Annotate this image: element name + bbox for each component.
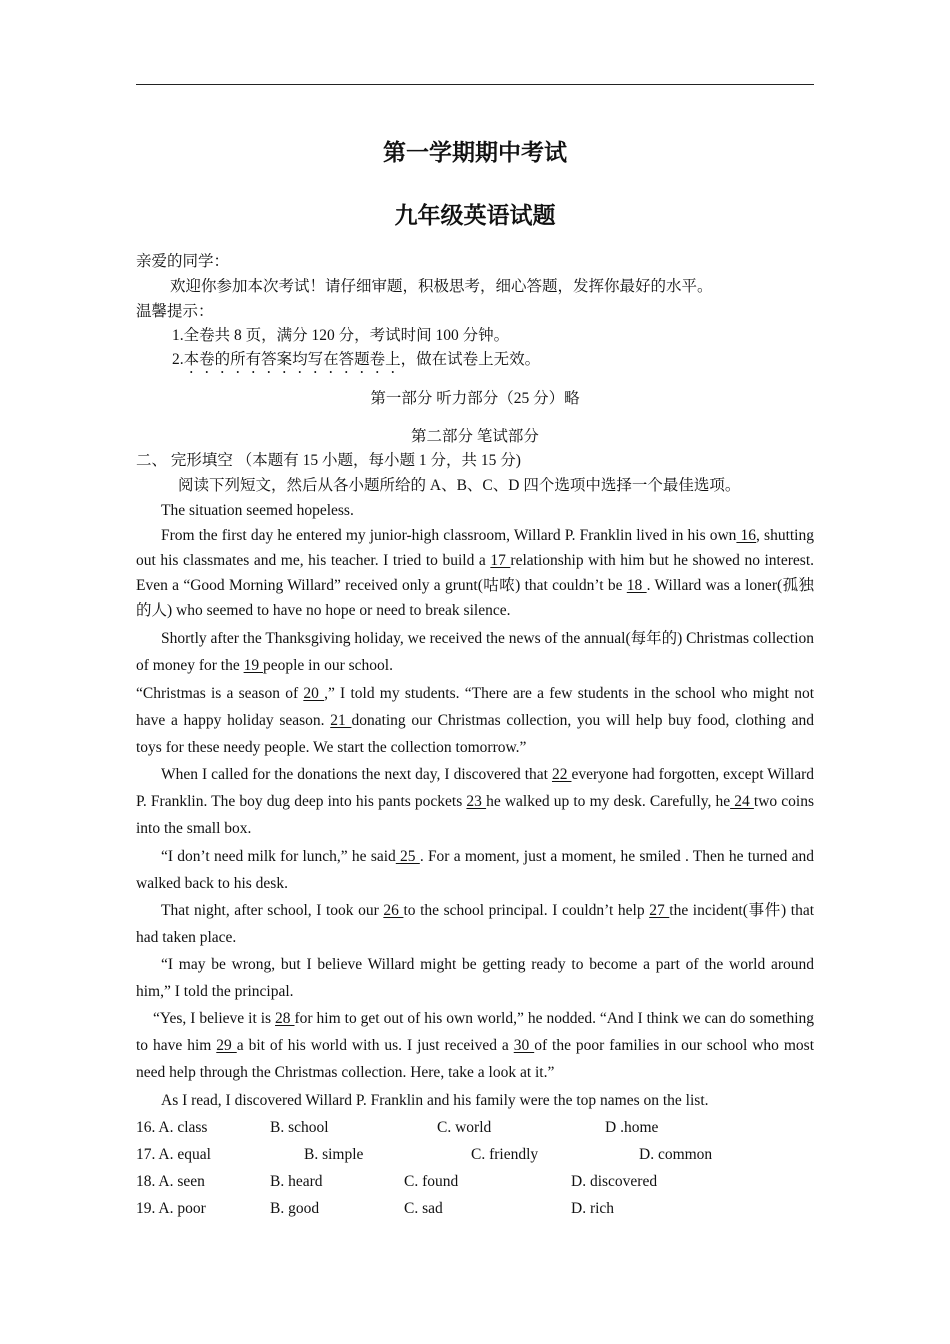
blank-25: 25 [395,848,420,865]
text: the incident(事件) that had taken place. [136,902,815,946]
blank-28: 28 [275,1010,295,1027]
tip-2 [136,350,850,377]
tip-1: 1.全卷共 8 页，满分 120 分，考试时间 100 分钟。 [172,327,510,344]
text: to the school principal. I couldn’t help [403,902,650,919]
text: “Yes, I believe it is [153,1010,276,1027]
blank-24: 24 [730,793,754,810]
option-17-b: B. simple [304,1146,364,1163]
part-2-heading: 第二部分 笔试部分 [411,428,539,445]
option-17-c: C. friendly [471,1146,539,1163]
option-18-d: D. discovered [571,1173,658,1190]
option-16-a: 16. A. class [136,1119,208,1136]
text: two coins into the small box. [136,793,814,837]
passage-paragraph-8 [136,1005,814,1086]
passage-paragraph-7: “I may be wrong, but I believe Willard might be getting ready to become a part of the world around him,” I told the principal. [136,956,814,1000]
passage-paragraph-6 [136,897,814,951]
option-16-d: D .home [605,1119,659,1136]
option-17-a: 17. A. equal [136,1146,211,1163]
blank-23: 23 [466,793,487,810]
passage-paragraph-3 [136,680,814,761]
part-1-heading: 第一部分 听力部分（25 分）略 [370,390,580,407]
passage-paragraph-4 [136,761,814,842]
greeting: 亲爱的同学： [136,253,230,270]
welcome-text: 欢迎你参加本次考试！请仔细审题，积极思考，细心答题，发挥你最好的水平。 [170,278,713,295]
text: When I called for the donations the next day, I discovered that [161,766,552,783]
blank-29: 29 [216,1037,237,1054]
blank-30: 30 [513,1037,535,1054]
tip-2-suffix: ，做在试卷上无效。 [400,351,541,368]
tip-2-prefix: 2. [172,351,184,368]
text: “Christmas is a season of [136,685,304,702]
blank-17: 17 [490,552,511,569]
option-19-a: 19. A. poor [136,1200,206,1217]
option-17-d: D. common [639,1146,713,1163]
text: he walked up to my desk. Carefully, he [486,793,731,810]
exam-title: 第一学期期中考试 [383,140,567,166]
blank-16: 16 [736,527,757,544]
option-18-b: B. heard [270,1173,323,1190]
option-18-a: 18. A. seen [136,1173,205,1190]
text: everyone had forgotten, except Willard P. Franklin. The boy dug deep into his pants pockets [136,766,814,810]
text: people in our school. [262,657,393,674]
option-19-d: D. rich [571,1200,615,1217]
text: for him to get out of his own world,” he nodded. “And I think we can do something to have him [136,1010,814,1054]
passage-paragraph-5 [136,843,814,897]
passage-paragraph-9: As I read, I discovered Willard P. Franklin and his family were the top names on the list. [161,1092,709,1109]
blank-21: 21 [330,712,352,729]
blank-19: 19 [243,657,263,674]
text: of the poor families in our school who most need help through the Christmas collection. Here, take a look at it.” [136,1037,814,1081]
cloze-heading: 二、 完形填空 （本题有 15 小题，每小题 1 分，共 15 分) [136,452,521,469]
text: . Willard was a loner(孤独的人) who seemed to have no hope or need to break silence. [136,577,815,619]
text: ,” I told my students. “There are a few students in the school who might not have a happy holiday season. [136,685,815,729]
text: “I don’t need milk for lunch,” he said [161,848,396,865]
blank-18: 18 [626,577,647,594]
text: Shortly after the Thanksgiving holiday, we received the news of the annual(每年的) Christmas collection of money for the [136,630,814,674]
blank-27: 27 [649,902,670,919]
option-19-c: C. sad [404,1200,443,1217]
tips-label: 温馨提示： [136,303,214,320]
text: , shutting out his classmates and me, his teacher. I tried to build a [136,527,814,569]
passage-paragraph-0: The situation seemed hopeless. [161,502,354,519]
text: That night, after school, I took our [161,902,384,919]
text: . For a moment, just a moment, he smiled . Then he turned and walked back to his desk. [136,848,815,892]
blank-22: 22 [551,766,572,783]
text: a bit of his world with us. I just received a [236,1037,514,1054]
exam-subtitle: 九年级英语试题 [394,203,556,229]
blank-26: 26 [383,902,404,919]
tip-2-emphasis: 本卷的所有答案均写在答题卷上 [183,351,401,368]
passage-paragraph-2 [136,625,814,679]
option-18-c: C. found [404,1173,459,1190]
blank-20: 20 [303,685,325,702]
cloze-instruction: 阅读下列短文，然后从各小题所给的 A、B、C、D 四个选项中选择一个最佳选项。 [178,477,741,494]
option-16-b: B. school [270,1119,329,1136]
text: From the first day he entered my junior-high classroom, Willard P. Franklin lived in his own [161,527,737,544]
header-rule [136,84,814,85]
passage-paragraph-1 [136,523,814,623]
text: donating our Christmas collection, you will help buy food, clothing and toys for these needy people. We start the collection tomorrow.” [136,712,814,756]
text: relationship with him but he showed no interest. Even a “Good Morning Willard” received only a grunt(咕哝) that couldn’t be [136,552,815,594]
option-19-b: B. good [270,1200,320,1217]
option-16-c: C. world [437,1119,492,1136]
